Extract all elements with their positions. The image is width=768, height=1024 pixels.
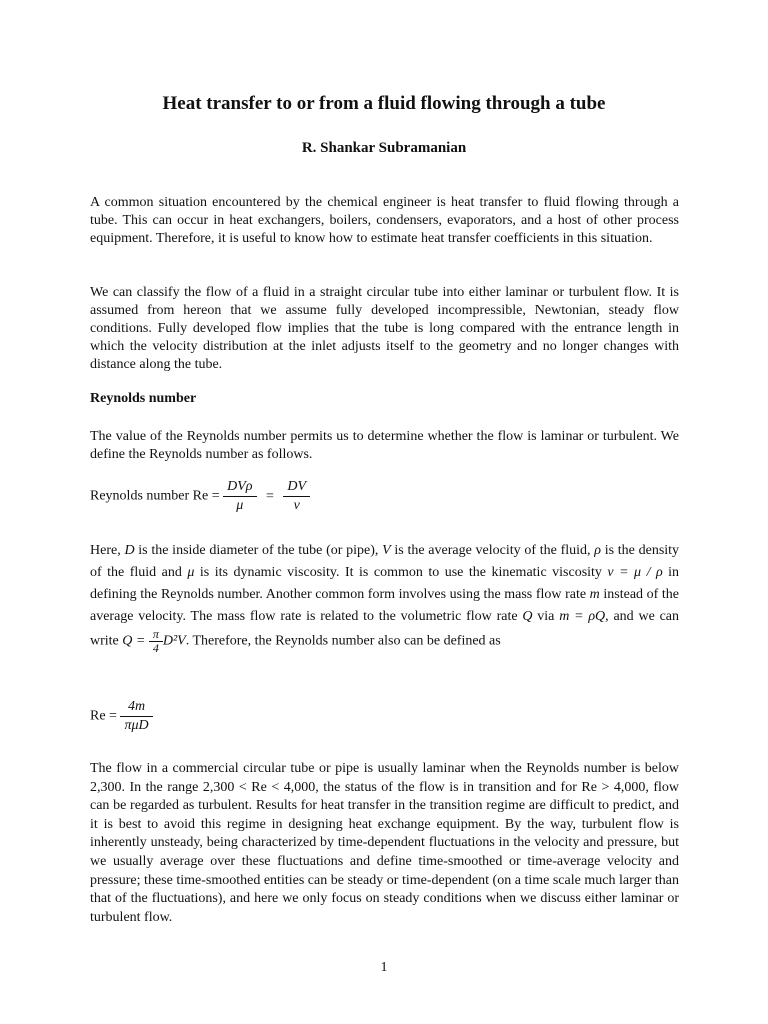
page-number: 1 <box>380 960 388 975</box>
paragraph-reynolds-variables: Here, D is the inside diameter of the tube (or pipe), V is the average velocity of the fluid, ρ is the density of the fluid and μ is its dynamic viscosity. It is common to use the kinematic viscosity ν = μ / ρ in defining the Reynolds number. Another common form involves using the mass flow rate m instead of the average velocity. The mass flow rate is related to the volumetric flow rate Q via m = ρQ, and we can write Q = $\frac{\pi}{4}$ D²V. Therefore, the Reynolds number also can be defined as <box>90 543 680 655</box>
fraction-dv-nu <box>283 478 310 515</box>
transition-range: 2,300 < Re < 4,000 <box>202 779 316 795</box>
eq-lhs: Re = <box>192 488 220 504</box>
paragraph-flow-regimes: The flow in a commercial circular tube or pipe is usually laminar when the Reynolds number is below 2,300. In the range 2,300 < Re < 4,000, the status of the flow is in transition and for Re > 4,000, flow can be regarded as turbulent. Results for heat transfer in the transition regime are difficult to predict, and it is best to avoid this regime in designing heat exchange equipment. By the way, turbulent flow is inherently unsteady, being characterized by time-dependent fluctuations in the velocity and pressure, but we usually average over these fluctuations and define time-smoothed or time-average velocity and pressure; these time-smoothed entities can be steady or time-dependent (on a time scale much larger than that of the fluctuations), and here we only focus on steady conditions when we discuss either laminar or turbulent flow. <box>90 761 680 925</box>
fraction-numerator: DV <box>283 478 310 497</box>
paragraph-intro: A common situation encountered by the chemical engineer is heat transfer to fluid flowing through a tube. This can occur in heat exchangers, boilers, condensers, evaporators, and a host of other process equipment. Therefore, it is useful to know how to estimate heat transfer coefficients in this situation. <box>90 195 679 246</box>
paper-title: Heat transfer to or from a fluid flowing through a tube <box>162 93 606 114</box>
symbol-m: m <box>589 587 600 602</box>
symbol-mu: μ <box>187 565 195 580</box>
eq-equals: = <box>266 488 274 504</box>
eq-label: Reynolds number <box>90 488 190 504</box>
fraction-pi-4: $\frac{\pi}{4}$ <box>149 628 163 655</box>
fraction-4m-pimuD <box>120 698 152 735</box>
fraction-numerator: 4m <box>120 698 152 717</box>
fraction-denominator: πμD <box>124 718 149 733</box>
symbol-Q: Q <box>522 609 533 624</box>
symbol-rho: ρ <box>594 543 601 558</box>
equation-reynolds-mass-flow <box>90 698 153 735</box>
symbol-D: D <box>124 543 135 558</box>
paper-author: R. Shankar Subramanian <box>301 140 467 156</box>
paragraph-flow-classification: We can classify the flow of a fluid in a straight circular tube into either laminar or turbulent flow. It is assumed from hereon that we assume fully developed incompressible, Newtonian, steady flow conditions. Fully developed flow implies that the tube is long compared with the entrance length in which the velocity distribution at the inlet adjusts itself to the geometry and no longer changes with distance along the tube. <box>90 285 679 372</box>
fraction-denominator: ν <box>293 498 300 513</box>
fraction-denominator: μ <box>236 498 244 513</box>
symbol-V: V <box>382 543 391 558</box>
mass-flow-def: m = ρQ <box>559 609 606 624</box>
kinematic-viscosity-def: ν = μ / ρ <box>607 565 663 580</box>
paragraph-reynolds-intro: The value of the Reynolds number permits us to determine whether the flow is laminar or turbulent. We define the Reynolds number as follows. <box>90 429 679 462</box>
section-heading-reynolds: Reynolds number <box>90 391 197 406</box>
equation-reynolds-definition <box>90 478 310 515</box>
turbulent-threshold: Re > 4,000 <box>581 779 646 795</box>
fraction-numerator: DVρ <box>223 478 256 497</box>
eq-lhs: Re = <box>90 708 117 724</box>
fraction-dvrho-mu <box>223 478 256 515</box>
